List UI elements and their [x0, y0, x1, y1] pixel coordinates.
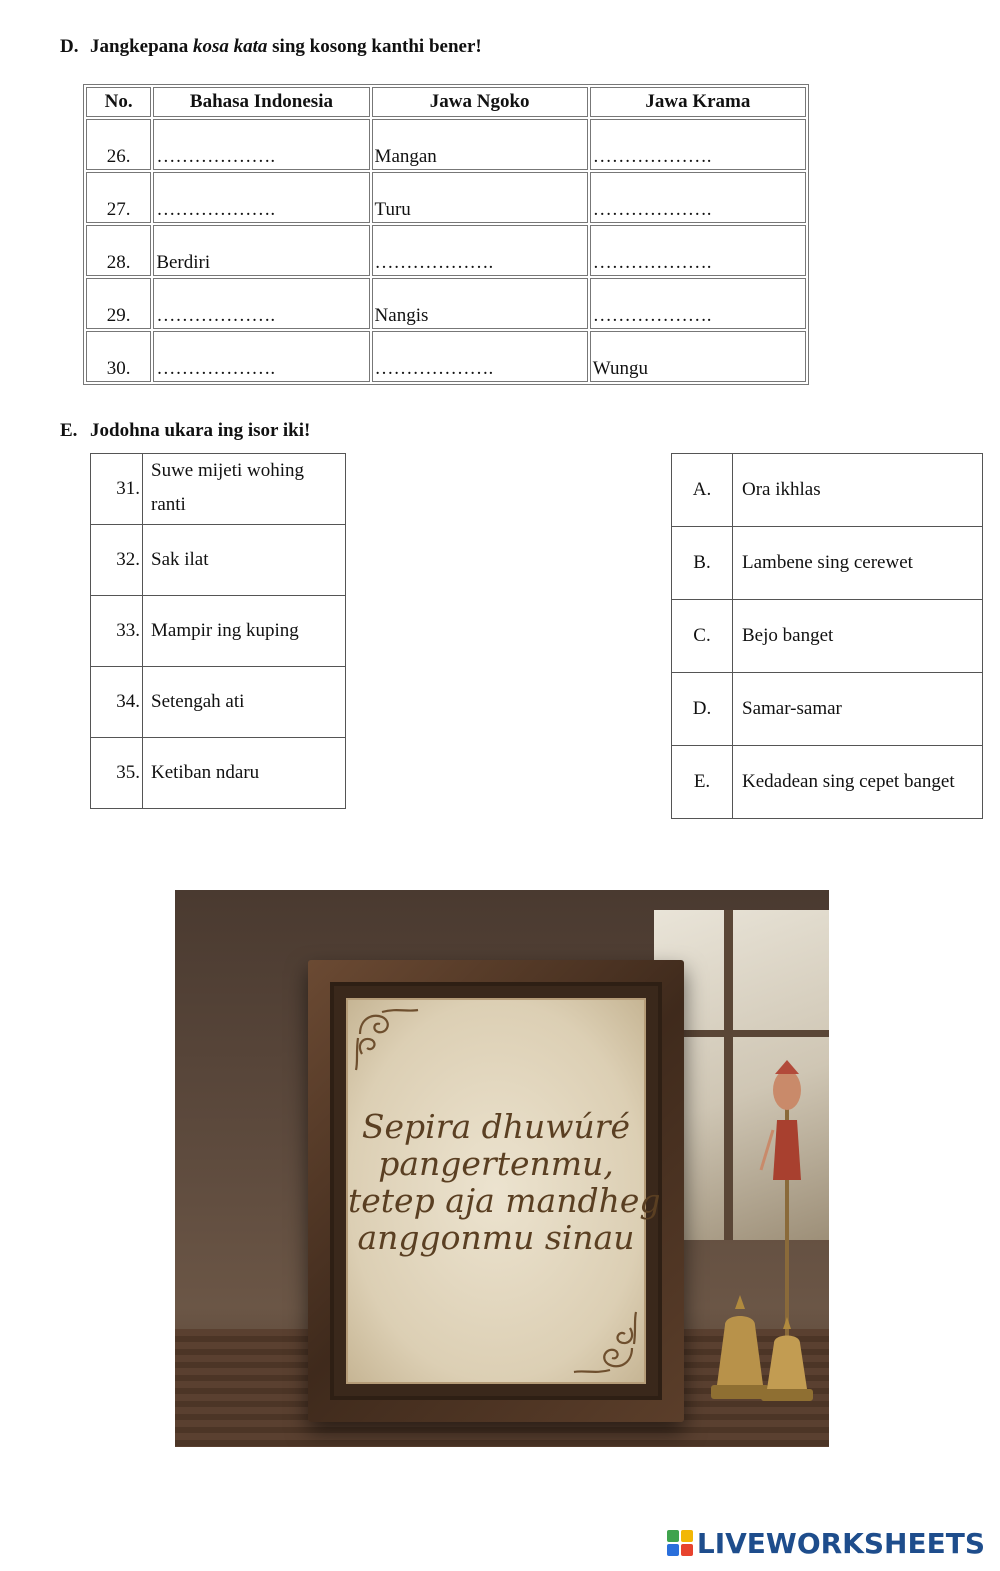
indonesia-cell[interactable]: ………………. — [153, 331, 369, 382]
list-item[interactable] — [91, 596, 346, 667]
list-item[interactable] — [91, 667, 346, 738]
answer-letter: D. — [672, 673, 733, 746]
ngoko-cell: Mangan — [372, 119, 588, 170]
quote-line: Sepira dhuwúré — [361, 1107, 631, 1146]
table-row — [86, 225, 806, 276]
question-number: 33. — [91, 596, 143, 667]
framed-quote-photo — [175, 890, 829, 1447]
header-bahasa-indonesia: Bahasa Indonesia — [153, 87, 369, 117]
question-text: Ketiban ndaru — [143, 738, 346, 809]
row-number: 29. — [86, 278, 151, 329]
krama-cell[interactable]: ………………. — [590, 119, 806, 170]
krama-cell[interactable]: ………………. — [590, 278, 806, 329]
section-d-label: D. — [60, 36, 79, 57]
list-item[interactable] — [91, 525, 346, 596]
answer-letter: B. — [672, 527, 733, 600]
section-e-heading — [60, 420, 310, 442]
question-number: 35. — [91, 738, 143, 809]
row-number: 28. — [86, 225, 151, 276]
logo-square — [667, 1544, 679, 1556]
quote-text — [348, 1107, 661, 1257]
answer-letter: E. — [672, 746, 733, 819]
quote-line: pangertenmu, — [378, 1144, 614, 1183]
list-item[interactable] — [672, 746, 983, 819]
picture-frame — [308, 960, 684, 1422]
list-item[interactable] — [672, 600, 983, 673]
liveworksheets-logo — [667, 1527, 985, 1559]
ornament-icon — [352, 1004, 422, 1074]
quote-line: anggonmu sinau — [357, 1218, 635, 1257]
quote-line: tetep aja mandheg — [348, 1181, 661, 1220]
indonesia-cell[interactable]: ………………. — [153, 278, 369, 329]
answer-letter: C. — [672, 600, 733, 673]
ngoko-cell: Nangis — [372, 278, 588, 329]
indonesia-cell[interactable]: ………………. — [153, 172, 369, 223]
section-e-title: Jodohna ukara ing isor iki! — [90, 420, 311, 441]
logo-icon — [667, 1530, 693, 1556]
vocabulary-header-row — [86, 87, 806, 117]
answer-text: Kedadean sing cepet banget — [733, 746, 983, 819]
section-d-title-part2: sing kosong kanthi bener! — [267, 36, 482, 57]
krama-cell[interactable]: ………………. — [590, 225, 806, 276]
answer-text: Samar-samar — [733, 673, 983, 746]
list-item[interactable] — [672, 454, 983, 527]
krama-cell[interactable]: ………………. — [590, 172, 806, 223]
table-row — [86, 119, 806, 170]
section-e-label: E. — [60, 420, 78, 441]
row-number: 27. — [86, 172, 151, 223]
answers-table — [671, 453, 983, 819]
answer-text: Bejo banget — [733, 600, 983, 673]
list-item[interactable] — [91, 738, 346, 809]
logo-square — [667, 1530, 679, 1542]
indonesia-cell[interactable]: ………………. — [153, 119, 369, 170]
questions-table — [90, 453, 346, 809]
answer-text: Ora ikhlas — [733, 454, 983, 527]
logo-square — [681, 1530, 693, 1542]
question-number: 34. — [91, 667, 143, 738]
section-d-title-italic: kosa kata — [192, 36, 268, 57]
brass-bell-icon — [757, 1317, 817, 1407]
question-text: Sak ilat — [143, 525, 346, 596]
vocabulary-table — [83, 84, 809, 385]
section-d-heading — [60, 36, 482, 58]
list-item[interactable] — [672, 527, 983, 600]
logo-text: LIVEWORKSHEETS — [696, 1526, 985, 1560]
ngoko-cell[interactable]: ………………. — [372, 225, 588, 276]
indonesia-cell: Berdiri — [153, 225, 369, 276]
row-number: 26. — [86, 119, 151, 170]
ngoko-cell: Turu — [372, 172, 588, 223]
table-row — [86, 172, 806, 223]
header-no: No. — [86, 87, 151, 117]
answer-letter: A. — [672, 454, 733, 527]
table-row — [86, 278, 806, 329]
question-text: Mampir ing kuping — [143, 596, 346, 667]
ngoko-cell[interactable]: ………………. — [372, 331, 588, 382]
section-d-title-part1: Jangkepana — [90, 36, 193, 57]
row-number: 30. — [86, 331, 151, 382]
table-row — [86, 331, 806, 382]
list-item[interactable] — [91, 454, 346, 525]
quote-paper — [346, 998, 661, 1384]
question-text: Suwe mijeti wohing ranti — [143, 454, 346, 525]
krama-cell: Wungu — [590, 331, 806, 382]
list-item[interactable] — [672, 673, 983, 746]
question-number: 31. — [91, 454, 143, 525]
header-jawa-krama: Jawa Krama — [590, 87, 806, 117]
answer-text: Lambene sing cerewet — [733, 527, 983, 600]
question-text: Setengah ati — [143, 667, 346, 738]
logo-square — [681, 1544, 693, 1556]
header-jawa-ngoko: Jawa Ngoko — [372, 87, 588, 117]
question-number: 32. — [91, 525, 143, 596]
ornament-icon — [570, 1308, 640, 1378]
